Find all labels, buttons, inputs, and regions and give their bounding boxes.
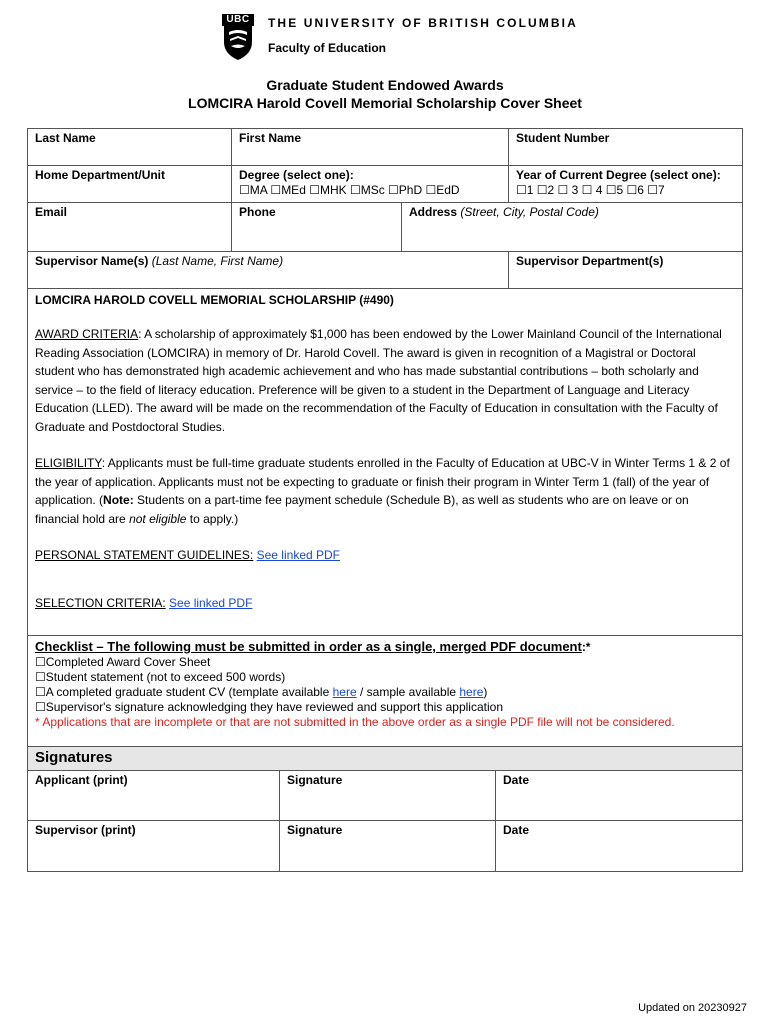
- applicant-date-field[interactable]: [496, 771, 742, 820]
- row-contact: [28, 203, 742, 252]
- applicant-label: Applicant (print): [35, 773, 128, 787]
- student-number-label: Student Number: [516, 131, 610, 145]
- signatures-title: Signatures: [28, 747, 742, 771]
- degree-checkboxes[interactable]: ☐MA ☐MEd ☐MHK ☐MSc ☐PhD ☐EdD: [239, 183, 460, 197]
- email-label: Email: [35, 205, 68, 219]
- header: [222, 14, 578, 60]
- supervisor-label: Supervisor (print): [35, 823, 136, 837]
- year-field: [509, 166, 742, 202]
- supervisor-department-field[interactable]: [509, 252, 742, 288]
- last-name-field[interactable]: [28, 129, 232, 165]
- degree-label: Degree (select one):: [239, 168, 354, 182]
- first-name-label: First Name: [239, 131, 302, 145]
- selection-pdf-link[interactable]: See linked PDF: [169, 595, 253, 610]
- date-label: Date: [503, 773, 530, 787]
- email-field[interactable]: [28, 203, 232, 251]
- checklist-item-statement[interactable]: ☐Student statement (not to exceed 500 words): [35, 670, 286, 684]
- crest-icon: [222, 26, 254, 60]
- title-line-2: LOMCIRA Harold Covell Memorial Scholarship Cover Sheet: [188, 95, 582, 111]
- title-line-1: Graduate Student Endowed Awards: [266, 77, 504, 93]
- applicant-print-field[interactable]: [28, 771, 280, 820]
- phone-label: Phone: [239, 205, 276, 219]
- faculty-name: Faculty of Education: [268, 41, 387, 55]
- updated-date: Updated on 20230927: [638, 1002, 747, 1014]
- supervisor-name-field[interactable]: [28, 252, 509, 288]
- ubc-logo: [222, 14, 254, 60]
- scholarship-description: [28, 289, 742, 636]
- selection-criteria: SELECTION CRITERIA: See linked PDF: [35, 595, 253, 610]
- cv-sample-link[interactable]: here: [459, 685, 484, 699]
- home-department-field[interactable]: [28, 166, 232, 202]
- home-department-label: Home Department/Unit: [35, 168, 166, 182]
- logo-text: UBC: [222, 14, 254, 26]
- phone-field[interactable]: [232, 203, 402, 251]
- supervisor-date-field[interactable]: [496, 821, 742, 871]
- date-label: Date: [503, 823, 530, 837]
- statement-pdf-link[interactable]: See linked PDF: [256, 548, 340, 562]
- eligibility: ELIGIBILITY: Applicants must be full-time graduate students enrolled in the Faculty of Education at UBC-V in Winter Terms 1 & 2 of the year of application. Applicants must not be expecting to graduate or finish their program in Winter Term 1 (fall) of the year of application. (Note: Students on a part-time fee payment schedule (Schedule B), as well as students who are on leave or on financial hold are not eligible to apply.): [35, 456, 730, 526]
- degree-field: [232, 166, 509, 202]
- supervisor-department-label: Supervisor Department(s): [516, 254, 664, 268]
- personal-statement: PERSONAL STATEMENT GUIDELINES: See linked PDF: [35, 548, 340, 562]
- year-checkboxes[interactable]: ☐1 ☐2 ☐ 3 ☐ 4 ☐5 ☐6 ☐7: [516, 183, 665, 197]
- row-names: [28, 129, 742, 166]
- checklist-item-cover-sheet[interactable]: ☐Completed Award Cover Sheet: [35, 655, 211, 669]
- supervisor-print-field[interactable]: [28, 821, 280, 871]
- supervisor-name-label: Supervisor Name(s) (Last Name, First Name): [35, 254, 284, 268]
- signature-label: Signature: [287, 773, 343, 787]
- checklist-heading: Checklist – The following must be submitted in order as a single, merged PDF document:*: [35, 639, 591, 654]
- row-supervisor: [28, 252, 742, 289]
- scholarship-heading: LOMCIRA HAROLD COVELL MEMORIAL SCHOLARSHIP (#490): [35, 293, 394, 307]
- cover-sheet-form: [27, 128, 743, 872]
- university-name: THE UNIVERSITY OF BRITISH COLUMBIA: [268, 16, 578, 30]
- student-number-field[interactable]: [509, 129, 742, 165]
- applicant-signature-field[interactable]: [280, 771, 496, 820]
- checklist-warning: * Applications that are incomplete or that are not submitted in the above order as a single PDF file will not be considered.: [35, 715, 675, 729]
- first-name-field[interactable]: [232, 129, 509, 165]
- award-criteria: AWARD CRITERIA: A scholarship of approximately $1,000 has been endowed by the Lower Mainland Council of the International Reading Association (LOMCIRA) in memory of Dr. Harold Covell. The award is given in recognition of a Magistral or Doctoral student who has demonstrated high academic achievement and who has made substantial contributions – both scholarly and service – to the field of literacy education. Preference will be given to a student in the Department of Language and Literacy Education (LLED). The award will be made on the recommendation of the Faculty of Education in consultation with the Faculty of Graduate and Postdoctoral Studies.: [35, 327, 722, 434]
- checklist-item-cv[interactable]: ☐A completed graduate student CV (template available here / sample available here): [35, 685, 488, 699]
- checklist-item-supervisor[interactable]: ☐Supervisor's signature acknowledging they have reviewed and support this application: [35, 700, 503, 714]
- signature-label: Signature: [287, 823, 343, 837]
- cv-template-link[interactable]: here: [332, 685, 357, 699]
- checklist: [28, 636, 742, 747]
- last-name-label: Last Name: [35, 131, 96, 145]
- year-label: Year of Current Degree (select one):: [516, 168, 721, 182]
- supervisor-signature-field[interactable]: [280, 821, 496, 871]
- address-label: Address (Street, City, Postal Code): [409, 205, 599, 219]
- row-degree: [28, 166, 742, 203]
- row-supervisor-signature: [28, 821, 742, 872]
- address-field[interactable]: [402, 203, 742, 251]
- row-applicant-signature: [28, 771, 742, 821]
